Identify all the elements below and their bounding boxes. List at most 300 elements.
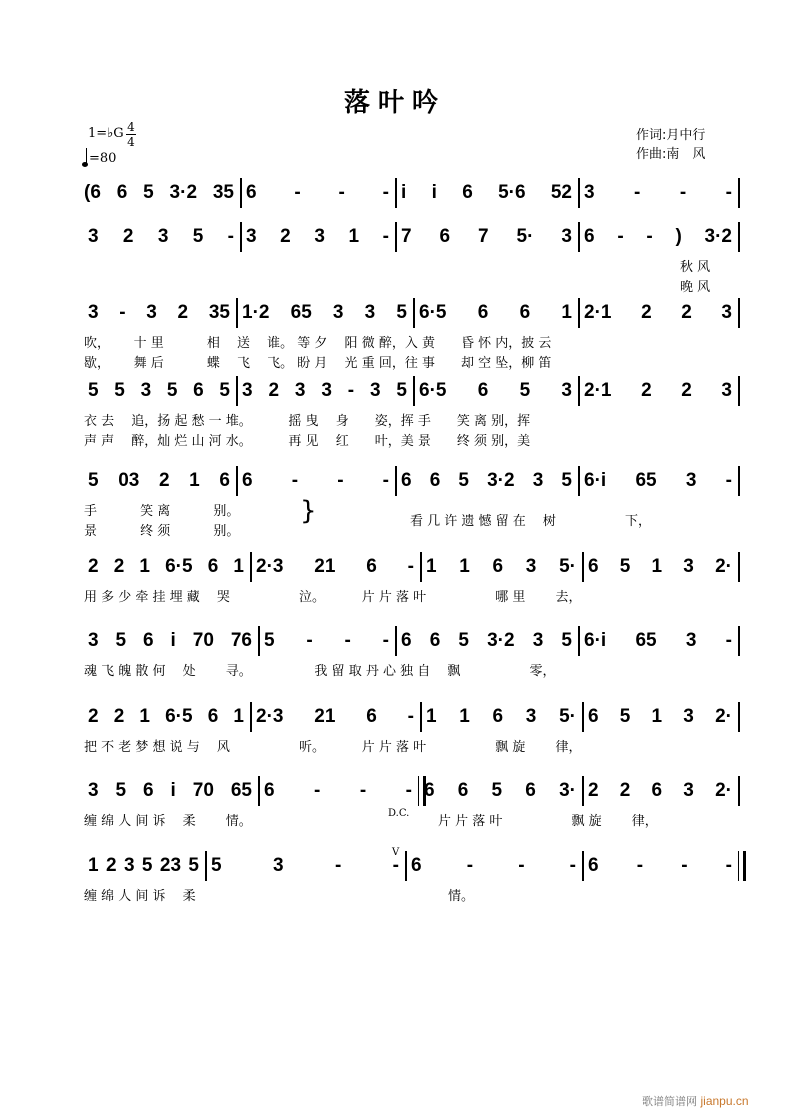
measure [242,302,407,324]
dash-sustain: - [617,226,624,247]
note: 3 [321,380,332,401]
note: 6 [651,780,663,801]
note: i [431,182,437,203]
measure [401,226,572,248]
barline [258,626,260,656]
lyrics-verse-1: 秋 风 [680,260,711,275]
note: 5 [141,855,153,876]
note: 1 [459,556,470,577]
note: 2· [715,780,732,801]
dash-sustain: - [338,182,345,203]
note: 3 [123,855,135,876]
barline [578,178,580,208]
note: 3 [88,226,99,247]
dash-sustain: - [314,780,321,801]
note: 6·5 [165,556,193,577]
note: 2 [122,226,134,247]
note: 3 [525,706,537,727]
key-signature: 1=♭G [88,126,124,141]
measure [211,855,399,877]
note: 3 [525,556,537,577]
dash-sustain: - [334,855,342,876]
dash-sustain: - [306,630,313,651]
note: 5 [88,380,99,401]
measure [584,226,732,248]
note: 2 [158,470,170,491]
note: 6 [477,302,489,323]
note: 35 [208,302,230,323]
barline [578,466,580,496]
note: 3 [294,380,306,401]
note: 5 [396,380,407,401]
dash-sustain: - [725,182,732,203]
measure [401,470,572,492]
note: 5 [188,855,199,876]
note: 6 [401,630,412,651]
note: i [170,630,176,651]
barline [578,376,580,406]
measure [264,630,389,652]
note: 1 [189,470,200,491]
note: 5 [561,630,572,651]
note: 3 [369,380,381,401]
measure [88,855,199,877]
dash-sustain: - [382,182,389,203]
barline [395,466,397,496]
note: 5 [88,470,99,491]
note: 3 [332,302,344,323]
note: 6 [242,470,253,491]
note: 6·i [584,470,607,491]
score-row [0,630,790,710]
note: 3·2 [169,182,198,203]
dash-sustain: - [407,706,414,727]
dash-sustain: - [725,630,732,651]
barline [413,298,415,328]
note: 2 [113,556,125,577]
measure [411,855,576,877]
barline [582,552,584,582]
barline [420,552,422,582]
barline [240,222,242,252]
note: 6 [401,470,412,491]
score-row [0,302,790,382]
time-signature [126,120,136,149]
note: 70 [192,630,214,651]
note: 3·2 [487,470,515,491]
barline [738,376,740,406]
note: 5 [491,780,503,801]
note: 5· [516,226,534,247]
note: 6 [116,182,128,203]
barline [578,626,580,656]
measure [84,182,234,204]
note: 2 [681,380,692,401]
note: 70 [192,780,214,801]
quarter-note-icon [86,148,87,164]
score-row [0,380,790,460]
note: 6 [143,780,154,801]
barline [738,298,740,328]
credits [636,126,705,164]
note: 65 [230,780,252,801]
note: 6 [366,706,377,727]
lyrics-right: 看 几 许 遗 憾 留 在 树 下， [410,514,652,529]
breath-mark: V [392,847,400,858]
measure [88,630,252,652]
measure [246,182,389,204]
score-row [0,706,790,786]
dash-sustain: - [725,855,732,876]
barline [738,776,740,806]
lyricist: 作词:月中行 [636,128,706,143]
measure [588,706,732,728]
note: 6 [143,630,154,651]
note: 5 [143,182,154,203]
note: 3 [157,226,169,247]
note: 1 [651,556,663,577]
note: 3 [685,470,697,491]
note: 5 [458,630,469,651]
barline [738,552,740,582]
watermark [642,1093,749,1109]
note: 3 [246,226,257,247]
measure [588,855,732,877]
lyrics-verse-2: 声 声 醉，灿 烂 山 河 水。 再 见 红 叶，美 景 终 须 别，美 [84,434,531,449]
note: 2 [280,226,291,247]
note: 3 [146,302,157,323]
lyrics-verse-1: 魂 飞 魄 散 何 处 寻。 我 留 取 丹 心 独 自 飘 零， [84,664,556,679]
measure [419,302,572,324]
note: 6 [492,556,504,577]
note: 65 [635,470,657,491]
tempo-marking [86,148,116,166]
dash-sustain: - [359,780,367,801]
measure [88,380,230,402]
dash-sustain: - [227,226,234,247]
measure [256,706,414,728]
note: 2 [681,302,692,323]
note: 6 [219,470,230,491]
measure [88,556,244,578]
note: 6 [462,182,473,203]
note: 5 [396,302,407,323]
note: 21 [314,556,336,577]
watermark-cn: 歌谱简谱网 [642,1095,697,1108]
measure [88,226,234,248]
note: 2 [641,302,652,323]
verse-brace: } [300,496,317,526]
note: 6·i [584,630,607,651]
note: 5· [559,706,576,727]
note: 5· [559,556,576,577]
note: 3 [683,556,694,577]
note: ) [675,226,682,247]
lyrics-verse-1: 吹， 十 里 相 送 谁。 等 夕 阳 微 醉，入 黄 昏 怀 内，披 云 [84,336,552,351]
lyrics-right: 片 片 落 叶 飘 旋 律， [438,814,658,829]
note: 2 [88,706,99,727]
note: 5 [519,380,531,401]
dash-sustain: - [392,855,399,876]
barline [395,222,397,252]
note: 65 [290,302,312,323]
note: 5 [211,855,222,876]
song-title: 落叶吟 [343,88,446,118]
lyrics-verse-2: 景 终 须 别。 [84,524,240,539]
barline [236,376,238,406]
dash-sustain: - [347,380,355,401]
note: 2 [88,556,99,577]
note: 3 [561,380,572,401]
note: 3 [88,780,99,801]
barline [240,178,242,208]
dash-sustain: - [294,182,301,203]
note: 5 [166,380,178,401]
note: 3 [683,706,694,727]
note: 6 [411,855,422,876]
note: 6 [584,226,595,247]
note: 6·5 [419,380,447,401]
barline [236,298,238,328]
note: 1 [561,302,572,323]
measure [246,226,389,248]
measure [401,182,572,204]
dash-sustain: - [382,630,389,651]
barline [420,702,422,732]
note: 3 [242,380,253,401]
note: 1 [139,556,150,577]
measure [88,470,230,492]
barline [236,466,238,496]
barline [250,552,252,582]
note: 2 [113,706,125,727]
dash-sustain: - [725,470,732,491]
note: 2 [619,780,631,801]
note: 3 [721,302,732,323]
barline [413,376,415,406]
note: 2 [268,380,280,401]
barline [582,702,584,732]
barline [738,222,740,252]
barline [738,702,740,732]
score-row [0,470,790,550]
dash-sustain: - [382,470,389,491]
lyrics-verse-1: 用 多 少 牵 挂 埋 藏 哭 泣。 片 片 落 叶 哪 里 去， [84,590,582,605]
barline [258,776,260,806]
barline [405,851,407,881]
note: 5 [115,630,127,651]
barline [738,626,740,656]
lyrics-verse-1: 把 不 老 梦 想 说 与 风 听。 片 片 落 叶 飘 旋 律， [84,740,582,755]
note: 6 [207,706,219,727]
note: 5 [458,470,469,491]
note: 3 [532,470,544,491]
watermark-en: jianpu.cn [700,1094,749,1108]
note: i [401,182,407,203]
note: 5 [619,706,631,727]
note: 03 [118,470,140,491]
note: 1 [651,706,663,727]
note: 6 [588,706,599,727]
note: 2· [715,706,732,727]
dash-sustain: - [679,182,687,203]
lyrics-verse-1: 衣 去 追，扬 起 愁 一 堆。 摇 曳 身 姿，挥 手 笑 离 别，挥 [84,414,531,429]
note: 2 [105,855,117,876]
dash-sustain: - [518,855,525,876]
note: 3 [364,302,376,323]
barline [205,851,207,881]
dash-sustain: - [646,226,653,247]
measure [88,302,230,324]
dash-sustain: - [344,630,351,651]
dash-sustain: - [681,855,688,876]
dash-sustain: - [337,470,344,491]
note: 3· [559,780,576,801]
dash-sustain: - [466,855,474,876]
note: 6 [193,380,204,401]
barline [738,851,746,881]
note: 7 [478,226,489,247]
lyrics-right: 情。 [448,889,475,904]
note: 7 [401,226,412,247]
measure [584,302,732,324]
dash-sustain: - [636,855,644,876]
note: i [170,780,176,801]
note: 21 [314,706,336,727]
barline [738,178,740,208]
measure [88,706,244,728]
lyrics-verse-2: 晚 风 [680,280,711,295]
note: 52 [550,182,572,203]
note: 3 [140,380,152,401]
note: 6 [207,556,219,577]
note: 1 [426,706,437,727]
barline [582,776,584,806]
note: 1·2 [242,302,270,323]
note: 6 [477,380,489,401]
note: 1 [88,855,99,876]
dash-sustain: - [634,182,641,203]
measure [424,780,576,802]
note: 2·1 [584,302,612,323]
note: 5 [219,380,230,401]
note: 2· [715,556,732,577]
note: 65 [635,630,657,651]
dash-sustain: - [569,855,576,876]
barline [578,298,580,328]
note: 6 [525,780,536,801]
measure [588,780,732,802]
da-capo-marking: D.C. [388,808,410,819]
barline [395,178,397,208]
note: 5 [115,780,127,801]
note: 3 [314,226,325,247]
note: 5 [114,380,125,401]
note: 6·5 [419,302,447,323]
note: 2·1 [584,380,612,401]
note: (6 [84,182,101,203]
note: 5 [192,226,204,247]
lyrics-verse-1: 缠 绵 人 间 诉 柔 [84,889,196,904]
note: 6 [424,780,435,801]
dash-sustain: - [119,302,126,323]
dash-sustain: - [291,470,299,491]
note: 3·2 [487,630,515,651]
barline [582,851,584,881]
note: 3 [532,630,544,651]
note: 3 [561,226,572,247]
measure [242,470,389,492]
measure [584,470,732,492]
measure [256,556,414,578]
note: 23 [159,855,182,876]
dash-sustain: - [405,780,412,801]
note: 5·6 [498,182,526,203]
score-row [0,847,790,935]
note: 6 [246,182,257,203]
measure [426,706,576,728]
note: 6 [588,855,599,876]
measure [419,380,572,402]
note: 2·3 [256,706,284,727]
note: 1 [348,226,360,247]
measure [242,380,407,402]
note: 1 [233,706,244,727]
note: 1 [139,706,150,727]
note: 2 [177,302,189,323]
time-signature-top: 4 [127,120,135,134]
note: 3·2 [704,226,732,247]
measure [264,780,412,802]
measure [401,630,572,652]
note: 3 [584,182,595,203]
measure [426,556,576,578]
score-row [0,226,790,306]
note: 6·5 [165,706,193,727]
note: 3 [683,780,694,801]
note: 3 [88,630,99,651]
lyrics-verse-1: 手 笑 离 别。 [84,504,240,519]
note: 3 [88,302,99,323]
note: 1 [233,556,244,577]
note: 5 [619,556,631,577]
barline [738,466,740,496]
barline [250,702,252,732]
note: 5 [264,630,275,651]
measure [588,556,732,578]
measure [584,630,732,652]
note: 6 [588,556,599,577]
note: 2 [641,380,652,401]
note: 6 [429,470,441,491]
note: 3 [685,630,697,651]
barline [578,222,580,252]
note: 6 [457,780,469,801]
lyrics-verse-1: 缠 绵 人 间 诉 柔 情。 [84,814,252,829]
note: 76 [230,630,252,651]
note: 1 [426,556,437,577]
note: 1 [459,706,470,727]
note: 3 [272,855,284,876]
note: 2 [588,780,599,801]
note: 6 [492,706,504,727]
note: 3 [721,380,732,401]
lyrics-verse-2: 歇， 舞 后 蝶 飞 飞。 盼 月 光 重 回，往 事 却 空 坠，柳 笛 [84,356,552,371]
measure [584,380,732,402]
note: 6 [264,780,275,801]
note: 6 [429,630,441,651]
dash-sustain: - [407,556,414,577]
